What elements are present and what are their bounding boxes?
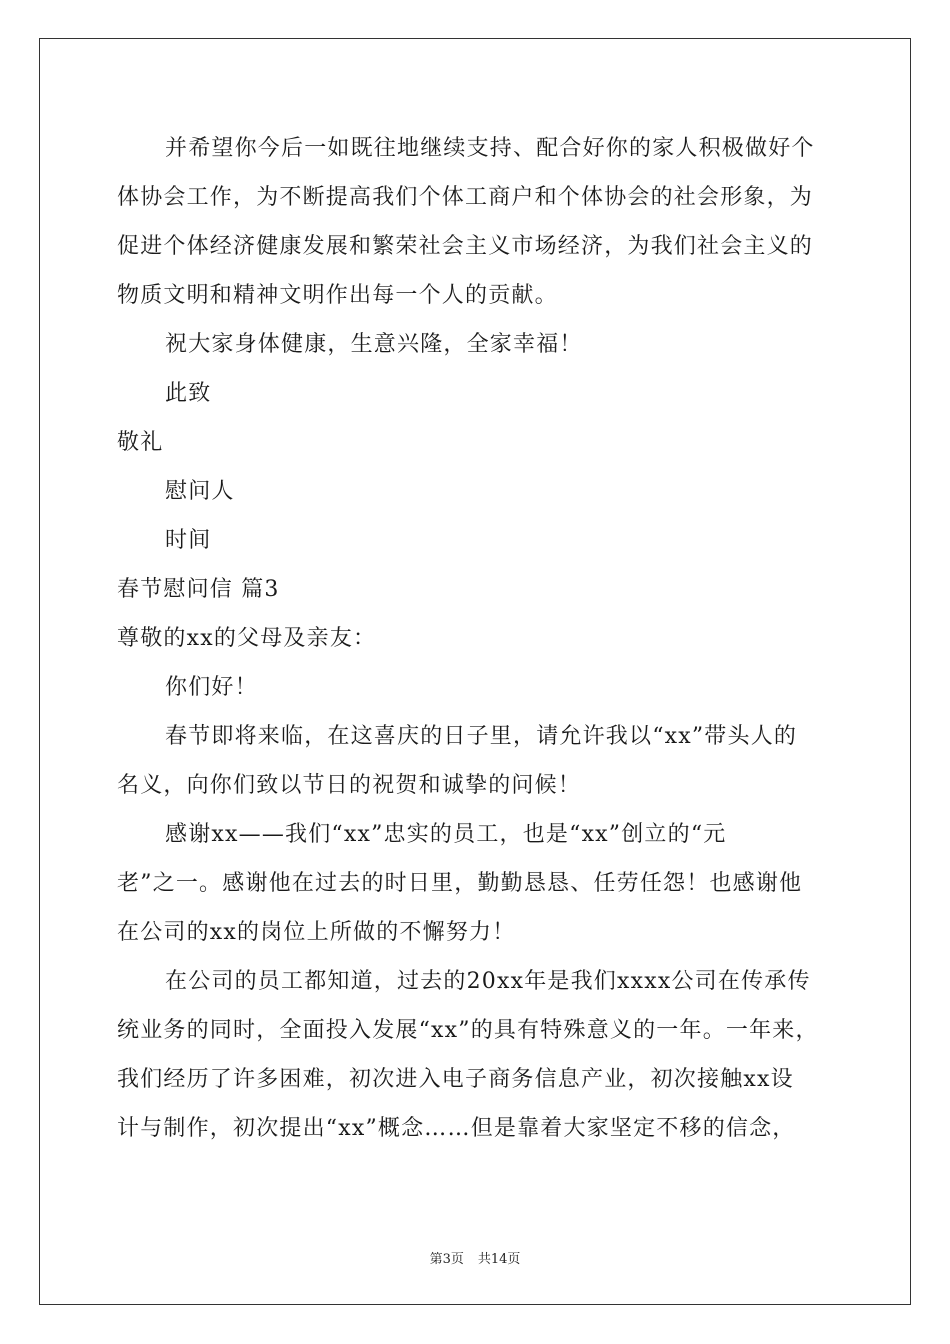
text-line: 尊敬的xx的父母及亲友： [117, 626, 377, 651]
text-line: 促进个体经济健康发展和繁荣社会主义市场经济，为我们社会主义的 [117, 234, 814, 259]
text-line: 敬礼 [117, 430, 164, 455]
page-footer [0, 1248, 950, 1267]
text-line: 感谢xx——我们“xx”忠实的员工，也是“xx”创立的“元 [165, 822, 727, 847]
text-line: 春节慰问信 篇3 [117, 577, 280, 602]
text-line: 春节即将来临，在这喜庆的日子里，请允许我以“xx”带头人的 [165, 724, 798, 749]
text-line: 计与制作，初次提出“xx”概念……但是靠着大家坚定不移的信念， [117, 1116, 796, 1141]
text-line: 统业务的同时，全面投入发展“xx”的具有特殊意义的一年。一年来， [117, 1018, 819, 1043]
text-line: 我们经历了许多困难，初次进入电子商务信息产业，初次接触xx设 [117, 1067, 794, 1092]
text-line: 名义，向你们致以节日的祝贺和诚挚的问候！ [117, 773, 582, 798]
text-line: 慰问人 [165, 479, 235, 504]
text-line: 老”之一。感谢他在过去的时日里，勤勤恳恳、任劳任怨！也感谢他 [117, 871, 803, 896]
text-line: 时间 [165, 528, 212, 553]
text-line: 此致 [165, 381, 212, 406]
document-body [117, 124, 837, 1153]
page-number: 第3页 [429, 1252, 464, 1267]
text-line: 物质文明和精神文明作出每一个人的贡献。 [117, 283, 558, 308]
text-line: 在公司的员工都知道，过去的20xx年是我们xxxx公司在传承传 [165, 969, 811, 994]
text-line: 在公司的xx的岗位上所做的不懈努力！ [117, 920, 516, 945]
text-line: 祝大家身体健康，生意兴隆，全家幸福！ [165, 332, 583, 357]
text-line: 体协会工作，为不断提高我们个体工商户和个体协会的社会形象，为 [117, 185, 814, 210]
page-total: 共14页 [477, 1252, 521, 1267]
text-line: 并希望你今后一如既往地继续支持、配合好你的家人积极做好个 [165, 136, 815, 161]
text-line: 你们好！ [165, 675, 258, 700]
